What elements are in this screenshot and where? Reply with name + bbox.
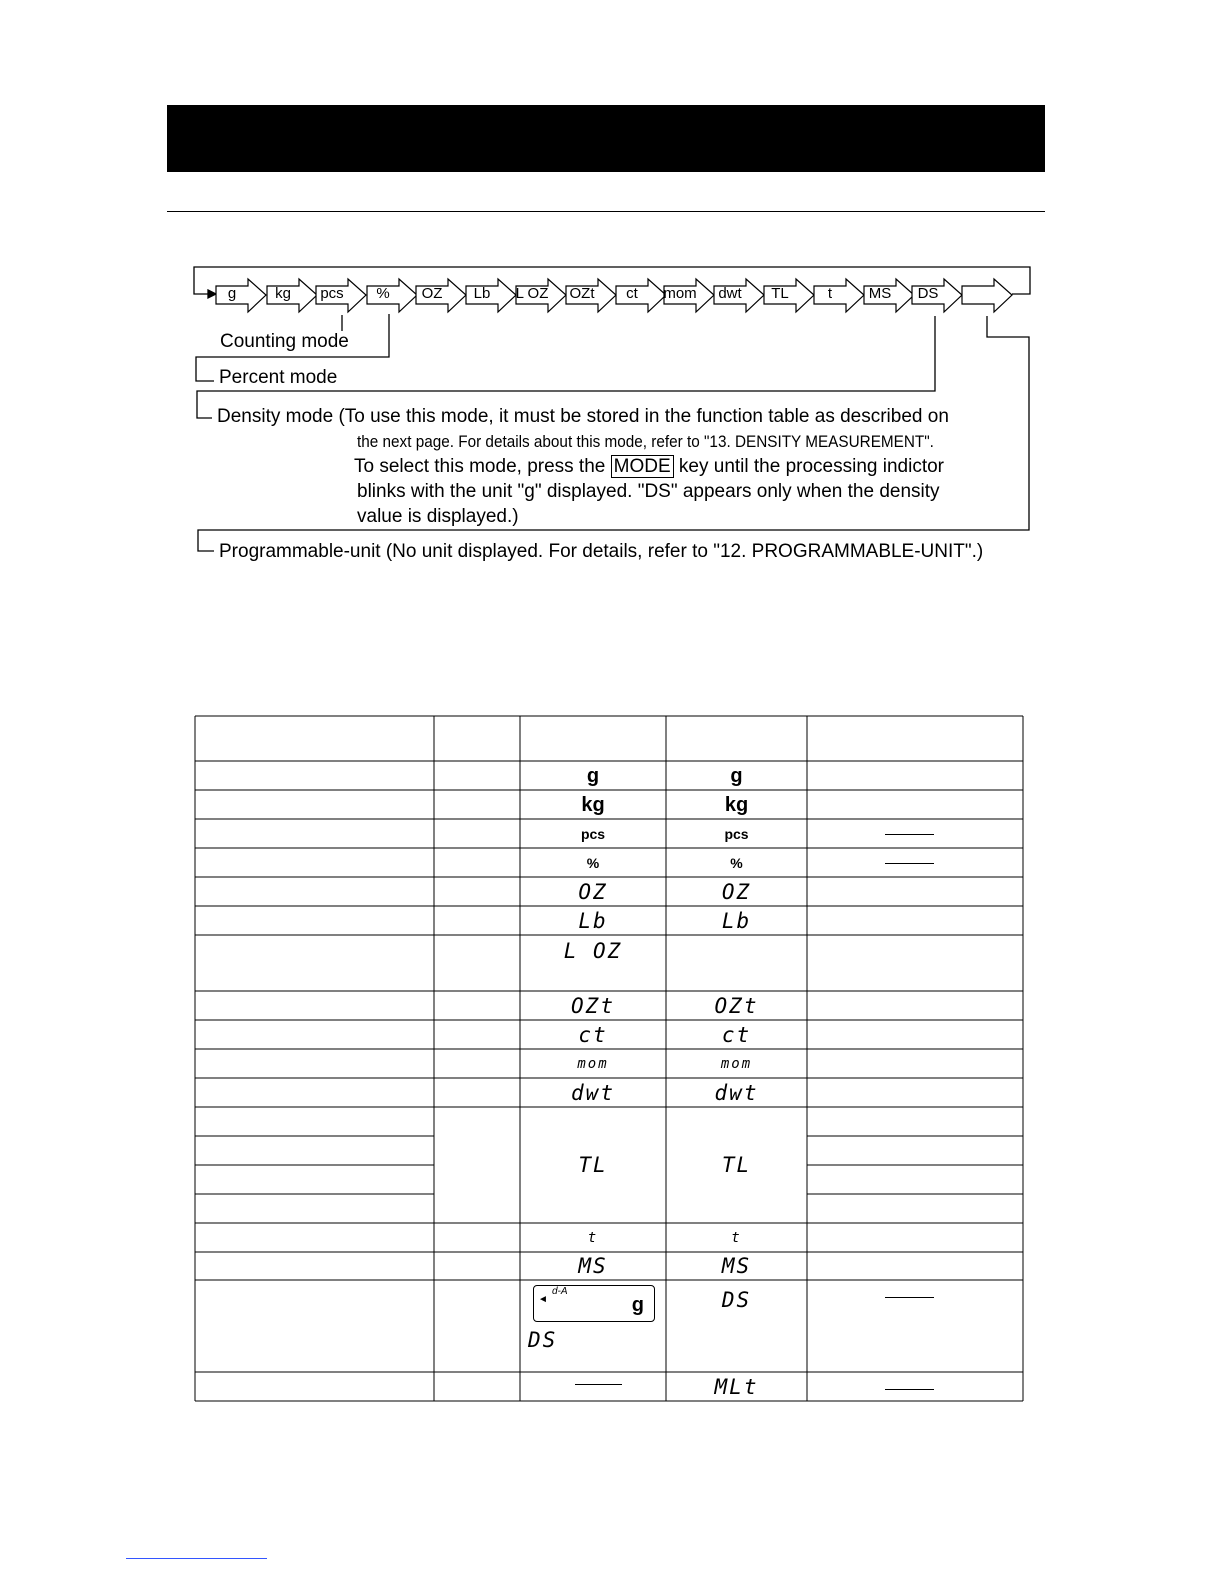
unit-label-2: pcs xyxy=(320,285,344,302)
programmable-unit-label: Programmable-unit (No unit displayed. For details, refer to "12. PROGRAMMABLE-UNIT".) xyxy=(219,541,984,562)
unit-cell-a: % xyxy=(586,854,600,871)
density-mode-line1: Density mode (To use this mode, it must be stored in the function table as described on xyxy=(217,406,949,427)
unit-label-8: ct xyxy=(626,285,638,302)
unit-cell-a: MS xyxy=(578,1254,608,1278)
unit-cell-b: t xyxy=(731,1229,742,1246)
unit-cell-a: t xyxy=(587,1229,599,1246)
unit-cell-a: DS xyxy=(528,1328,558,1352)
unit-label-11: TL xyxy=(771,285,789,302)
mode-key-label: MODE xyxy=(611,455,674,478)
unit-label-10: dwt xyxy=(718,285,742,302)
unit-cell-a: TL xyxy=(578,1153,608,1177)
unit-label-5: Lb xyxy=(473,285,491,302)
unit-cell-b: pcs xyxy=(724,825,749,842)
unit-cell-b: OZt xyxy=(714,993,759,1018)
unit-cell-b: ct xyxy=(721,1022,752,1047)
unit-cell-b: OZ xyxy=(721,879,752,904)
unit-label-6: L OZ xyxy=(515,285,549,302)
unit-cell-a: Lb xyxy=(578,908,608,933)
unit-label-4: OZ xyxy=(421,285,443,302)
density-indicator-unit: g xyxy=(631,1294,644,1316)
unit-cell-a: dwt xyxy=(571,1080,615,1105)
unit-cell-a: OZt xyxy=(571,993,615,1018)
not-applicable-dash xyxy=(885,1389,934,1390)
unit-cell-b: dwt xyxy=(714,1080,759,1105)
unit-label-9: mom xyxy=(663,285,697,302)
density-mode-line4: blinks with the unit "g" displayed. "DS" appears only when the density xyxy=(357,481,940,502)
density-mode-line3 xyxy=(354,456,944,478)
unit-label-3: % xyxy=(376,285,390,302)
not-applicable-dash xyxy=(885,1297,934,1298)
unit-cell-a: L OZ xyxy=(563,939,623,963)
unit-cell-a: mom xyxy=(577,1055,609,1072)
footer-link-underline xyxy=(126,1558,267,1559)
unit-cell-a: kg xyxy=(581,793,605,816)
unit-label-0: g xyxy=(227,285,237,302)
unit-label-13: MS xyxy=(868,285,892,302)
processing-indicator-icon: ◄ xyxy=(538,1294,548,1305)
density-mode-line5: value is displayed.) xyxy=(357,506,519,527)
not-applicable-dash xyxy=(885,863,934,864)
density-indicator-text: d-A xyxy=(552,1286,568,1297)
density-line3-pre: To select this mode, press the xyxy=(354,456,606,477)
density-line3-post: key until the processing indictor xyxy=(678,456,944,477)
unit-label-12: t xyxy=(827,285,833,302)
density-display-indicator xyxy=(533,1285,655,1322)
not-applicable-dash xyxy=(885,834,934,835)
unit-cell-b: MS xyxy=(721,1254,752,1278)
unit-cell-a: g xyxy=(586,764,600,787)
unit-cell-a: pcs xyxy=(580,825,606,842)
unit-cell-b: MLt xyxy=(714,1374,759,1399)
density-mode-line2: the next page. For details about this mode, refer to "13. DENSITY MEASUREMENT". xyxy=(357,432,934,451)
unit-cell-b: kg xyxy=(724,793,749,816)
not-applicable-dash xyxy=(575,1384,622,1385)
percent-mode-label: Percent mode xyxy=(219,367,338,388)
unit-cycle-diagram xyxy=(0,0,1224,600)
unit-label-14: DS xyxy=(917,285,939,302)
unit-cell-b: mom xyxy=(720,1055,753,1072)
unit-cell-b: Lb xyxy=(721,908,752,933)
counting-mode-label: Counting mode xyxy=(220,331,349,352)
unit-arrow xyxy=(962,279,1012,312)
unit-cell-b: TL xyxy=(721,1153,752,1177)
unit-cell-a: OZ xyxy=(578,879,608,904)
unit-cell-b: % xyxy=(730,854,743,871)
unit-label-1: kg xyxy=(275,285,291,302)
unit-cell-a: ct xyxy=(578,1022,608,1047)
unit-cell-b: g xyxy=(730,764,743,787)
unit-cell-b: DS xyxy=(721,1288,752,1312)
unit-label-7: OZt xyxy=(569,285,595,302)
